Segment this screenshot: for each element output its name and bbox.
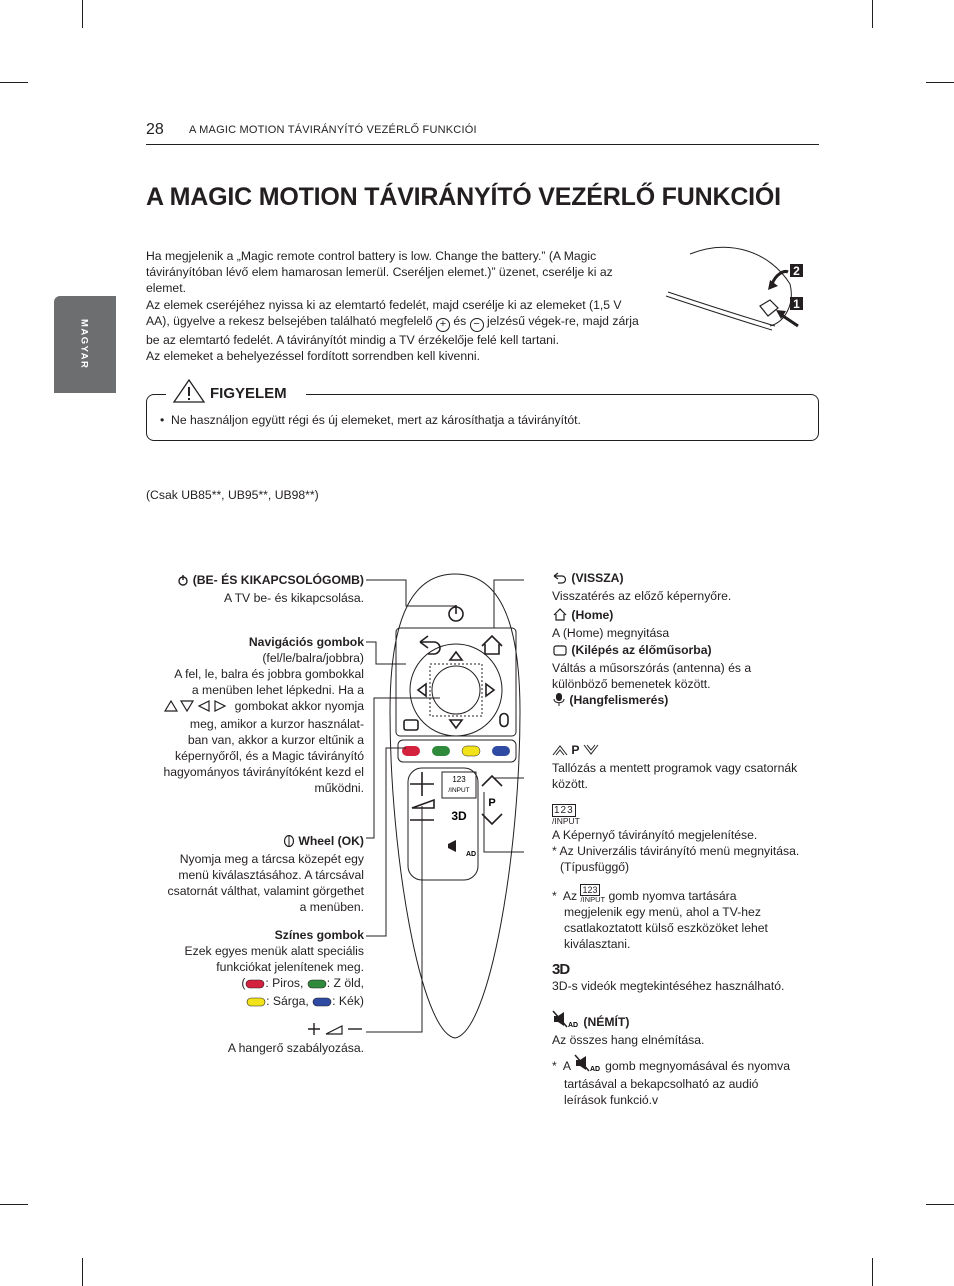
warning-title: FIGYELEM — [210, 385, 287, 402]
channel-up-icon — [552, 744, 568, 760]
exit-live-icon — [552, 644, 568, 660]
power-label: (BE- ÉS KIKAPCSOLÓGOMB) A TV be- és kikapcsolása. — [100, 572, 364, 606]
home-icon — [552, 608, 568, 625]
input-note: * Az 123 /INPUT gomb nyomva tartására megjelenik egy menü, ahol a TV-hez csatlakoztatott külső eszközöket lehet kiválasztani. — [552, 885, 768, 951]
back-label: (VISSZA) Visszatérés az előző képernyőre. — [552, 571, 732, 603]
ad-label: AD — [466, 851, 477, 858]
warning-text: • Ne használjon együtt régi és új elemeket, mert az károsíthatja a távirányítót. — [160, 413, 581, 427]
channel-down-icon — [583, 744, 599, 760]
nav-arrows-icon — [163, 699, 231, 716]
threed-label: 3D — [451, 809, 467, 823]
input-123-label: 123 — [452, 775, 466, 784]
minus-icon: − — [470, 318, 484, 332]
microphone-icon — [552, 692, 566, 710]
battery-instructions — [146, 248, 642, 364]
svg-text:AD: AD — [568, 1022, 579, 1028]
red-swatch — [245, 977, 265, 993]
yellow-swatch — [246, 995, 266, 1011]
page-title: A MAGIC MOTION TÁVIRÁNYÍTÓ VEZÉRLŐ FUNKCIÓI — [146, 183, 781, 211]
voice-label: (Hangfelismerés) — [552, 692, 832, 710]
input-icon-inline: 123 /INPUT — [580, 885, 606, 904]
input-label-block: 123 /INPUT A Képernyő távirányító megjelenítése. * Az Univerzális távirányító menü megnyitása. (Típusfüggő) — [552, 805, 800, 874]
mute-label-block: AD (NÉMÍT) Az összes hang elnémítása. — [552, 1010, 832, 1048]
battery-cover-illustration — [660, 244, 810, 344]
battery-remove-paragraph: Az elemeket a behelyezéssel fordított sorrendben kell kivenni. — [146, 349, 480, 364]
back-icon — [552, 572, 568, 588]
color-buttons-label: Színes gombok Ezek egyes menük alatt speciális funkciókat jelenítenek meg. ( : Piros, : Z öld, : Sárga, : Kék) — [100, 927, 364, 1011]
mute-note: * A AD gomb megnyomásával és nyomva tartásával a bekapcsolható az audió leírások funkció.v — [552, 1054, 832, 1108]
volume-label: A hangerő szabályozása. — [100, 1022, 364, 1056]
threed-label-block: 3D 3D-s videók megtekintéséhez használható. — [552, 961, 785, 993]
home-label: (Home) A (Home) megnyitása — [552, 608, 670, 640]
language-tab-label: MAGYAR — [78, 319, 90, 370]
battery-msg-paragraph: Ha megjelenik a „Magic remote control battery is low. Change the battery.” (A Magic távirányítóban lévő elem hamarosan lemerül. Cseréljen elemet.)” üzenet, cserélje ki az elemet. — [146, 249, 613, 296]
mute-icon-inline — [574, 1054, 602, 1076]
threed-icon: 3D — [552, 961, 570, 978]
green-swatch — [307, 977, 327, 993]
navigation-label: Navigációs gombok (fel/le/balra/jobbra) A fel, le, balra és jobbra gombokkal a menüben lehet lépkedni. Ha a gombokat akkor nyomja meg, amikor a kurzor használat- ban van, akkor a kurzor eltűnik a képernyőről, és a Magic távirányító hagyományos távirányítóként kezd el működni. — [163, 635, 364, 795]
mute-icon — [552, 1010, 580, 1032]
step-2-label: 2 — [793, 264, 800, 278]
volume-icons — [306, 1022, 364, 1040]
running-header: A MAGIC MOTION TÁVIRÁNYÍTÓ VEZÉRLŐ FUNKCIÓI — [189, 124, 477, 136]
exit-live-label: (Kilépés az élőműsorba) Váltás a műsorszórás (antenna) és a különböző bemenetek között. — [552, 643, 752, 691]
input-icon: 123 /INPUT — [552, 805, 580, 826]
page-number: 28 — [146, 121, 164, 138]
svg-text:AD: AD — [589, 1066, 600, 1072]
model-note: (Csak UB85**, UB95**, UB98**) — [146, 488, 319, 502]
input-label: /INPUT — [448, 787, 470, 794]
warning-icon — [172, 378, 206, 404]
p-label: P — [488, 797, 496, 809]
blue-swatch — [312, 995, 332, 1011]
header-rule — [146, 144, 819, 145]
leader-lines — [360, 570, 530, 1040]
wheel-icon — [283, 835, 295, 851]
power-icon — [177, 574, 189, 590]
step-1-label: 1 — [793, 297, 800, 311]
wheel-label: Wheel (OK) Nyomja meg a tárcsa közepét egy menü kiválasztásához. A tárcsával csatornát válthat, valamint görgethet a menüben. — [167, 834, 364, 914]
plus-icon: + — [436, 318, 450, 332]
battery-replace-paragraph: Az elemek cseréjéhez nyissa ki az elemtartó fedelét, majd cserélje ki az elemeket (1,5 V AA), ügyelve a rekesz belsejében található megfelelő + és − jelzésű végek-re, majd zárja be az elemtartó fedelét. A távirányítót mindig a TV érzékelője felé kell tartani. — [146, 297, 639, 347]
channel-label: P Tallózás a mentett programok vagy csatornák között. — [552, 743, 798, 791]
